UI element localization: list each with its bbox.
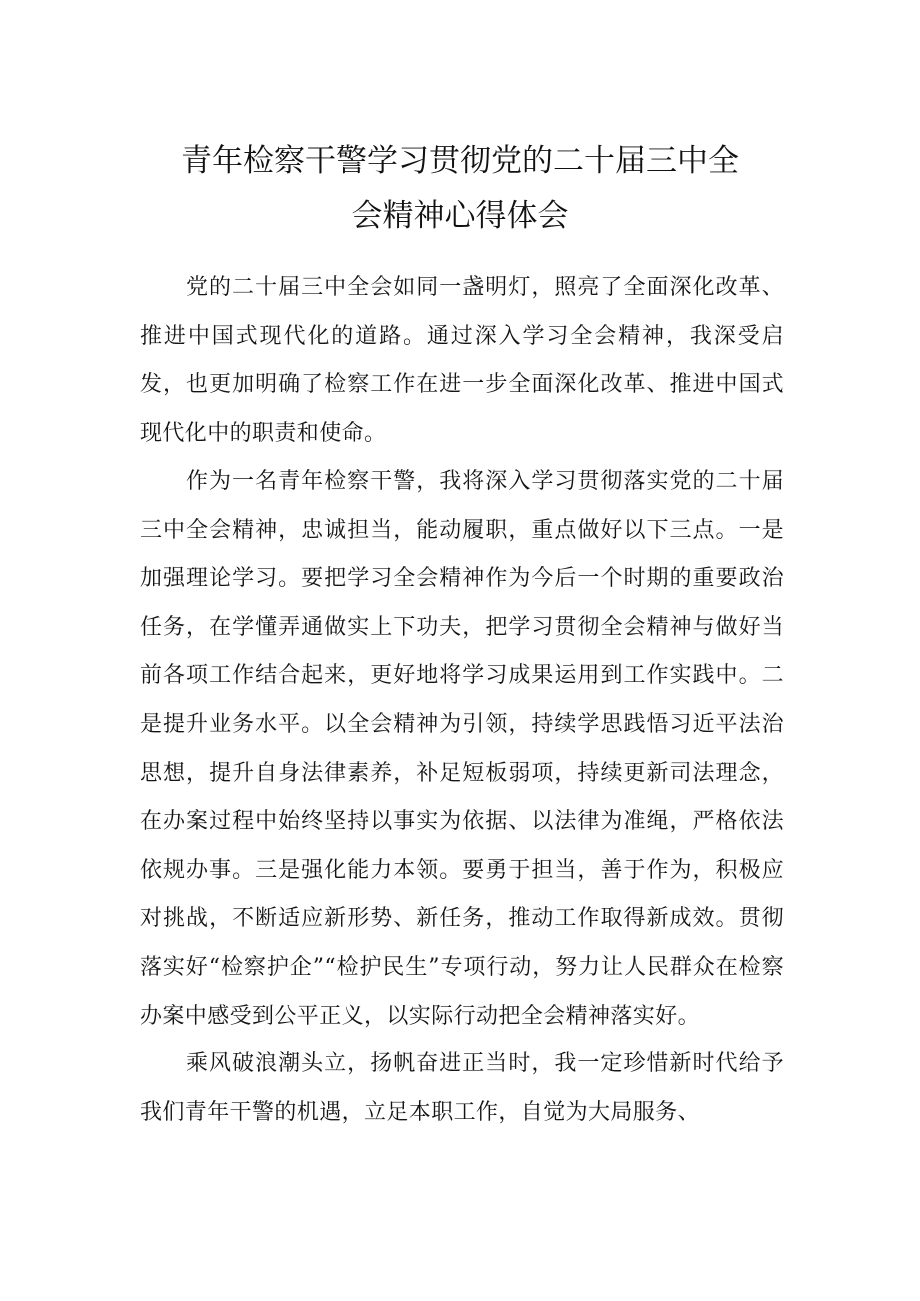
document-title-line-2: 会精神心得体会 [351,198,569,234]
document-title-line-1: 青年检察干警学习贯彻党的二十届三中全 [181,143,739,179]
paragraph-1: 党的二十届三中全会如同一盏明灯，照亮了全面深化改革、推进中国式现代化的道路。通过深入学习全会精神，我深受启发，也更加明确了检察工作在进一步全面深化改革、推进中国式现代化中的职责和使命。 [140,275,784,446]
paragraph-2: 作为一名青年检察干警，我将深入学习贯彻落实党的二十届三中全会精神，忠诚担当，能动履职，重点做好以下三点。一是加强理论学习。要把学习全会精神作为今后一个时期的重要政治任务，在学懂弄通做实上下功夫，把学习贯彻全会精神与做好当前各项工作结合起来，更好地将学习成果运用到工作实践中。二是提升业务水平。以全会精神为引领，持续学思践悟习近平法治思想，提升自身法律素养，补足短板弱项，持续更新司法理念，在办案过程中始终坚持以事实为依据、以法律为准绳，严格依法依规办事。三是强化能力本领。要勇于担当，善于作为，积极应对挑战，不断适应新形势、新任务，推动工作取得新成效。贯彻落实好“检察护企”“检护民生”专项行动，努力让人民群众在检察办案中感受到公平正义，以实际行动把全会精神落实好。 [140,469,784,1029]
paragraph-3: 乘风破浪潮头立，扬帆奋进正当时，我一定珍惜新时代给予我们青年干警的机遇，立足本职工作，自觉为大局服务、 [140,1051,784,1125]
